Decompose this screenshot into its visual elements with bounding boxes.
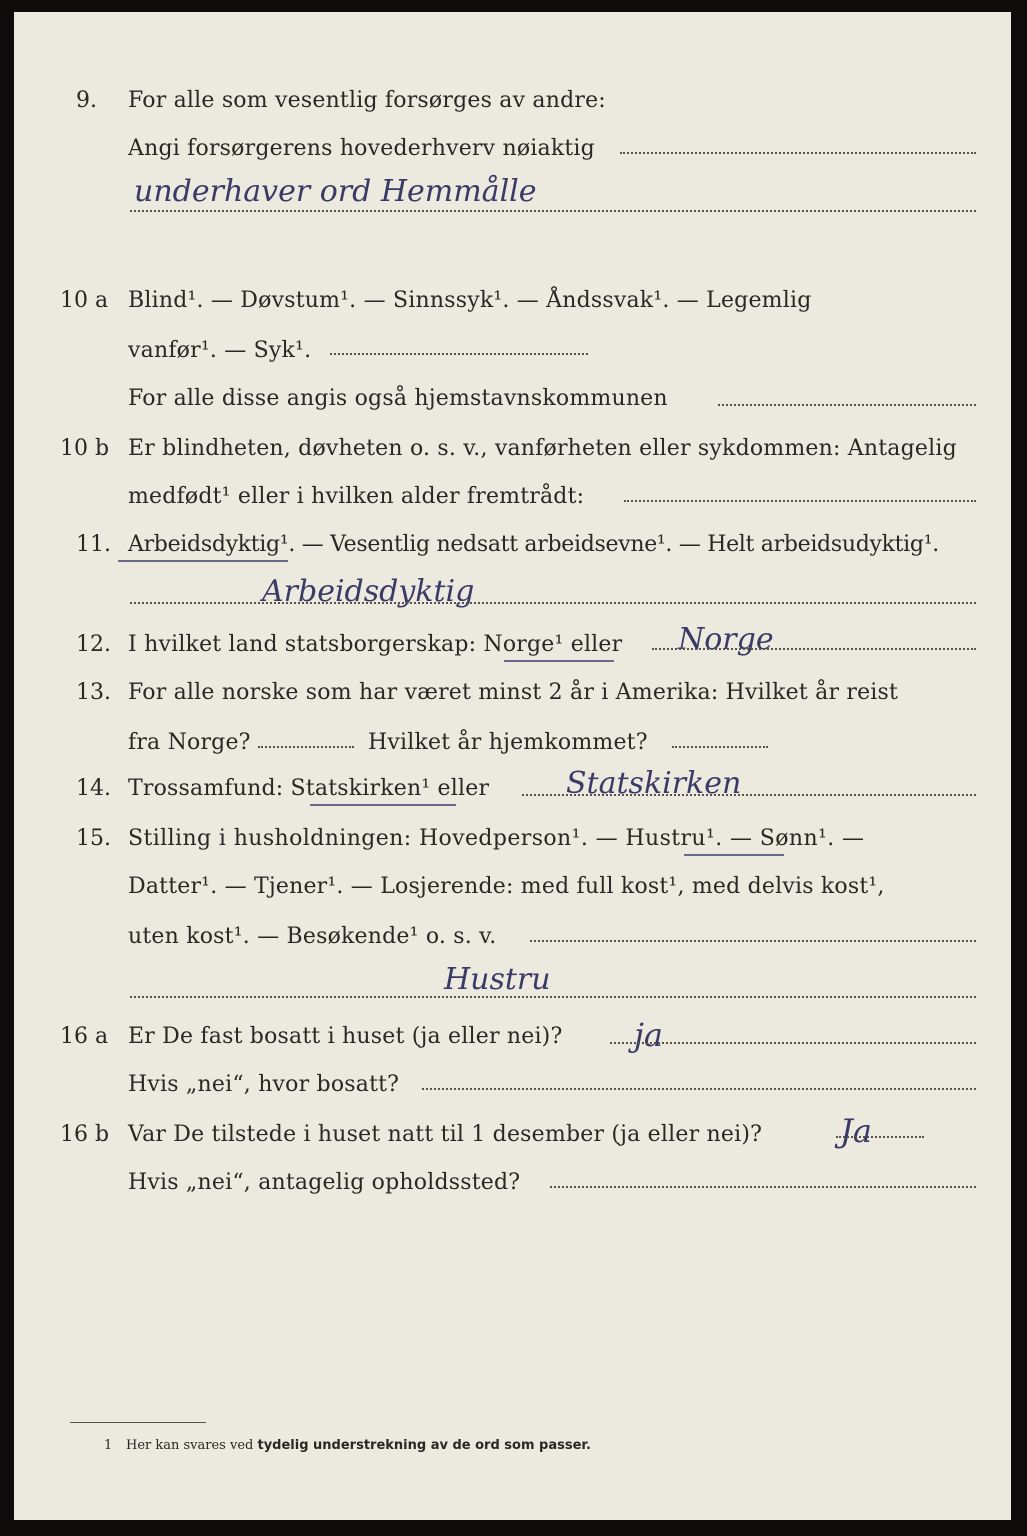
footnote-mark: 1 (104, 1438, 113, 1453)
handwritten-answer-16a: ja (634, 1016, 663, 1054)
item-13-line-2a: fra Norge? (128, 730, 251, 755)
item-number-16a: 16 a (60, 1024, 109, 1049)
item-10a-line-2: vanfør¹. — Syk¹. (128, 338, 312, 363)
answer-line-15b (130, 996, 976, 998)
answer-line-16a-1 (610, 1042, 976, 1044)
underline-hustru (684, 854, 784, 856)
item-11-line-1: Arbeidsdyktig¹. — Vesentlig nedsatt arbeidsevne¹. — Helt arbeidsudyktig¹. (128, 532, 939, 557)
item-9-line-2: Angi forsørgerens hovederhverv nøiaktig (128, 136, 595, 161)
item-number-10b: 10 b (60, 436, 110, 461)
answer-line-10a-1 (330, 353, 588, 355)
item-number-10a: 10 a (60, 288, 109, 313)
answer-line-13a (258, 746, 354, 748)
handwritten-answer-16b: Ja (840, 1112, 872, 1150)
item-10a-line-1: Blind¹. — Døvstum¹. — Sinnssyk¹. — Åndssvak¹. — Legemlig (128, 288, 812, 313)
answer-line-10b (624, 500, 976, 502)
item-16b-line-1: Var De tilstede i huset natt til 1 desember (ja eller nei)? (128, 1122, 763, 1147)
item-number-9: 9. (76, 88, 97, 113)
answer-line-15a (530, 940, 976, 942)
underline-arbeidsdyktig (118, 560, 288, 562)
item-16b-line-2: Hvis „nei“, antagelig opholdssted? (128, 1170, 521, 1195)
item-13-line-2b: Hvilket år hjemkommet? (368, 730, 648, 755)
handwritten-answer-9: underhaver ord Hemmålle (134, 174, 537, 209)
handwritten-answer-11: Arbeidsdyktig (262, 574, 475, 609)
answer-line-10a-2 (718, 404, 976, 406)
item-number-11: 11. (76, 532, 111, 557)
answer-line-11 (130, 602, 976, 604)
item-15-line-3: uten kost¹. — Besøkende¹ o. s. v. (128, 924, 497, 949)
item-14-line-1: Trossamfund: Statskirken¹ eller (128, 776, 490, 801)
answer-line-16b-2 (550, 1186, 976, 1188)
item-10b-line-2: medfødt¹ eller i hvilken alder fremtrådt: (128, 484, 585, 509)
handwritten-answer-12: Norge (678, 622, 774, 657)
answer-line-16b-1 (836, 1136, 924, 1138)
footnote-text-b: tydelig understrekning av de ord som passer. (257, 1438, 591, 1453)
handwritten-answer-15: Hustru (444, 962, 551, 997)
answer-line-9b (130, 210, 976, 212)
underline-norge (504, 660, 614, 662)
item-9-line-1: For alle som vesentlig forsørges av andre: (128, 88, 606, 113)
underline-statskirken (310, 804, 456, 806)
answer-line-14 (522, 794, 976, 796)
item-number-16b: 16 b (60, 1122, 110, 1147)
footnote-rule (70, 1422, 206, 1423)
answer-line-12 (652, 648, 976, 650)
answer-line-13b (672, 746, 768, 748)
item-number-14: 14. (76, 776, 111, 801)
item-15-line-1: Stilling i husholdningen: Hovedperson¹. — Hustru¹. — Sønn¹. — (128, 826, 865, 851)
footnote-text-a: Her kan svares ved (126, 1438, 258, 1453)
handwritten-answer-14: Statskirken (566, 766, 742, 801)
item-10a-line-3: For alle disse angis også hjemstavnskommunen (128, 386, 668, 411)
census-form-page (14, 12, 1011, 1520)
item-16a-line-2: Hvis „nei“, hvor bosatt? (128, 1072, 400, 1097)
item-15-line-2: Datter¹. — Tjener¹. — Losjerende: med full kost¹, med delvis kost¹, (128, 874, 885, 899)
answer-line-16a-2 (422, 1088, 976, 1090)
footnote-text (126, 1438, 591, 1453)
answer-line-9a (620, 152, 976, 154)
item-16a-line-1: Er De fast bosatt i huset (ja eller nei)? (128, 1024, 563, 1049)
item-10b-line-1: Er blindheten, døvheten o. s. v., vanførheten eller sykdommen: Antagelig (128, 436, 957, 461)
item-number-12: 12. (76, 632, 111, 657)
item-13-line-1: For alle norske som har været minst 2 år i Amerika: Hvilket år reist (128, 680, 899, 705)
item-number-13: 13. (76, 680, 111, 705)
item-number-15: 15. (76, 826, 111, 851)
item-12-line-1: I hvilket land statsborgerskap: Norge¹ eller (128, 632, 623, 657)
